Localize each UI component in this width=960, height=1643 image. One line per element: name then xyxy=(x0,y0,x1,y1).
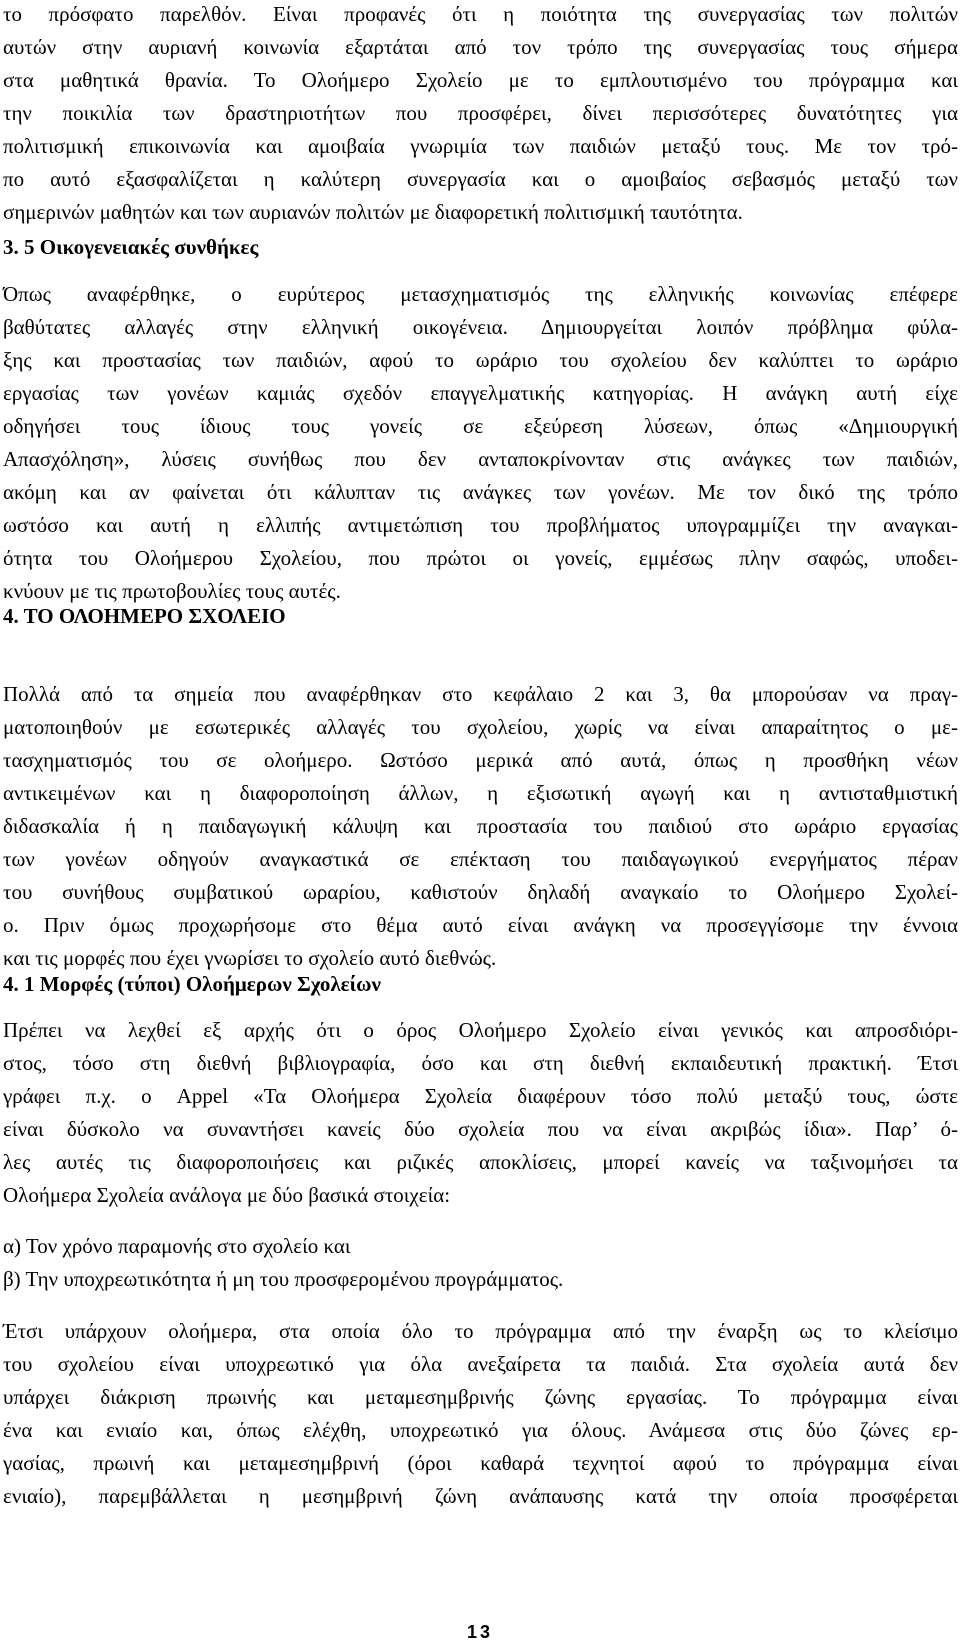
text-line: σημερινών μαθητών και των αυριανών πολιτών με διαφορετική πολιτισμική ταυτότητα. xyxy=(3,200,743,224)
list-item: β) Την υποχρεωτικότητα ή μη του προσφερομένου προγράμματος. xyxy=(3,1267,564,1291)
section-heading-all-day-school: 4. ΤΟ ΟΛΟΗΜΕΡΟ ΣΧΟΛΕΙΟ xyxy=(3,604,286,628)
text-line: στος, τόσο στη διεθνή βιβλιογραφία, όσο και στη διεθνή εκπαιδευτική πρακτική. Έτσι xyxy=(3,1051,958,1075)
family-paragraph xyxy=(3,278,958,608)
all-day-school-paragraph xyxy=(3,678,958,975)
text-line: ωστόσο και αυτή η ελλιπής αντιμετώπιση του προβλήματος υπογραμμίζει την αναγκαι- xyxy=(3,513,958,537)
text-line: εργασίας των γονέων καμιάς σχεδόν επαγγελματικής κατηγορίας. Η ανάγκη αυτή είχε xyxy=(3,381,958,405)
text-line: Πολλά από τα σημεία που αναφέρθηκαν στο κεφάλαιο 2 και 3, θα μπορούσαν να πραγ- xyxy=(3,682,958,706)
text-line: ξης και προστασίας των παιδιών, αφού το ωράριο του σχολείου δεν καλύπτει το ωράριο xyxy=(3,348,958,372)
text-line: Έτσι υπάρχουν ολοήμερα, στα οποία όλο το πρόγραμμα από την έναρξη ως το κλείσιμο xyxy=(3,1319,958,1343)
text-line: υπάρχει διάκριση πρωινής και μεταμεσημβρινής ζώνης εργασίας. Το πρόγραμμα είναι xyxy=(3,1385,958,1409)
criteria-list xyxy=(3,1230,958,1296)
text-line: ενιαίο), παρεμβάλλεται η μεσημβρινή ζώνη ανάπαυσης κατά την οποία προσφέρεται xyxy=(3,1484,958,1508)
text-line: Πρέπει να λεχθεί εξ αρχής ότι ο όρος Ολοήμερο Σχολείο είναι γενικός και απροσδιόρι- xyxy=(3,1018,958,1042)
text-line: είναι δύσκολο να συναντήσει κανείς δύο σχολεία που να είναι ακριβώς ίδια». Παρ’ ό- xyxy=(3,1117,958,1141)
text-line: το πρόσφατο παρελθόν. Είναι προφανές ότι η ποιότητα της συνεργασίας των πολιτών xyxy=(3,2,958,26)
text-line: ότητα του Ολοήμερου Σχολείου, που πρώτοι οι γονείς, εμμέσως πλην σαφώς, υποδει- xyxy=(3,546,958,570)
text-line: ένα και ενιαίο και, όπως ελέχθη, υποχρεωτικό για όλους. Ανάμεσα στις δύο ζώνες ερ- xyxy=(3,1418,958,1442)
text-line: λες αυτές τις διαφοροποιήσεις και ριζικές αποκλίσεις, μπορεί κανείς να ταξινομήσει τα xyxy=(3,1150,958,1174)
text-line: ο. Πριν όμως προχωρήσομε στο θέμα αυτό είναι ανάγκη να προσεγγίσομε την έννοια xyxy=(3,913,958,937)
text-line: γράφει π.χ. ο Appel «Τα Ολοήμερα Σχολεία διαφέρουν τόσο πολύ μεταξύ τους, ώστε xyxy=(3,1084,958,1108)
text-line: του συνήθους συμβατικού ωραρίου, καθιστούν δηλαδή αναγκαίο το Ολοήμερο Σχολεί- xyxy=(3,880,958,904)
forms-paragraph xyxy=(3,1014,958,1212)
intro-paragraph xyxy=(3,0,958,229)
text-line: πο αυτό εξασφαλίζεται η καλύτερη συνεργασία και ο αμοιβαίος σεβασμός μεταξύ των xyxy=(3,167,958,191)
page-number: 13 xyxy=(466,1622,494,1642)
text-line: Ολοήμερα Σχολεία ανάλογα με δύο βασικά στοιχεία: xyxy=(3,1183,451,1207)
text-line: ματοποιηθούν με εσωτερικές αλλαγές του σχολείου, χωρίς να είναι απαραίτητος ο με- xyxy=(3,715,958,739)
text-line: ακόμη και αν φαίνεται ότι κάλυπταν τις ανάγκες των γονέων. Με τον δικό της τρόπο xyxy=(3,480,958,504)
text-line: τασχηματισμός του σε ολοήμερο. Ωστόσο μερικά από αυτά, όπως η προσθήκη νέων xyxy=(3,748,958,772)
text-line: και τις μορφές που έχει γνωρίσει το σχολείο αυτό διεθνώς. xyxy=(3,946,497,970)
text-line: πολιτισμική επικοινωνία και αμοιβαία γνωριμία των παιδιών μεταξύ τους. Με τον τρό- xyxy=(3,134,958,158)
text-line: του σχολείου είναι υποχρεωτικό για όλα ανεξαίρετα τα παιδιά. Στα σχολεία αυτά δεν xyxy=(3,1352,958,1376)
text-line: κνύουν με τις πρωτοβουλίες τους αυτές. xyxy=(3,579,341,603)
text-line: βαθύτατες αλλαγές στην ελληνική οικογένεια. Δημιουργείται λοιπόν πρόβλημα φύλα- xyxy=(3,315,958,339)
text-line: στα μαθητικά θρανία. Το Ολοήμερο Σχολείο με το εμπλουτισμένο του πρόγραμμα και xyxy=(3,68,958,92)
text-line: Όπως αναφέρθηκε, ο ευρύτερος μετασχηματισμός της ελληνικής κοινωνίας επέφερε xyxy=(3,282,958,306)
text-line: γασίας, πρωινή και μεταμεσημβρινή (όροι καθαρά τεχνητοί αφού το πρόγραμμα είναι xyxy=(3,1451,958,1475)
unified-program-paragraph xyxy=(3,1315,958,1513)
section-heading-forms-of-schools: 4. 1 Μορφές (τύποι) Ολοήμερων Σχολείων xyxy=(3,972,381,996)
text-line: οδηγήσει τους ίδιους τους γονείς σε εξεύρεση λύσεων, όπως «Δημιουργική xyxy=(3,414,958,438)
text-line: διδασκαλία ή η παιδαγωγική κάλυψη και προστασία του παιδιού στο ωράριο εργασίας xyxy=(3,814,958,838)
text-line: αυτών στην αυριανή κοινωνία εξαρτάται από τον τρόπο της συνεργασίας τους σήμερα xyxy=(3,35,958,59)
list-item: α) Τον χρόνο παραμονής στο σχολείο και xyxy=(3,1234,351,1258)
text-line: την ποικιλία των δραστηριοτήτων που προσφέρει, δίνει περισσότερες δυνατότητες για xyxy=(3,101,958,125)
section-heading-family-conditions: 3. 5 Οικογενειακές συνθήκες xyxy=(3,235,259,259)
text-line: Απασχόληση», λύσεις συνήθως που δεν ανταποκρίνονταν στις ανάγκες των παιδιών, xyxy=(3,447,958,471)
text-line: των γονέων οδηγούν αναγκαστικά σε επέκταση του παιδαγωγικού ενεργήματος πέραν xyxy=(3,847,958,871)
text-line: αντικειμένων και η διαφοροποίηση άλλων, η εξισωτική αγωγή και η αντισταθμιστική xyxy=(3,781,958,805)
